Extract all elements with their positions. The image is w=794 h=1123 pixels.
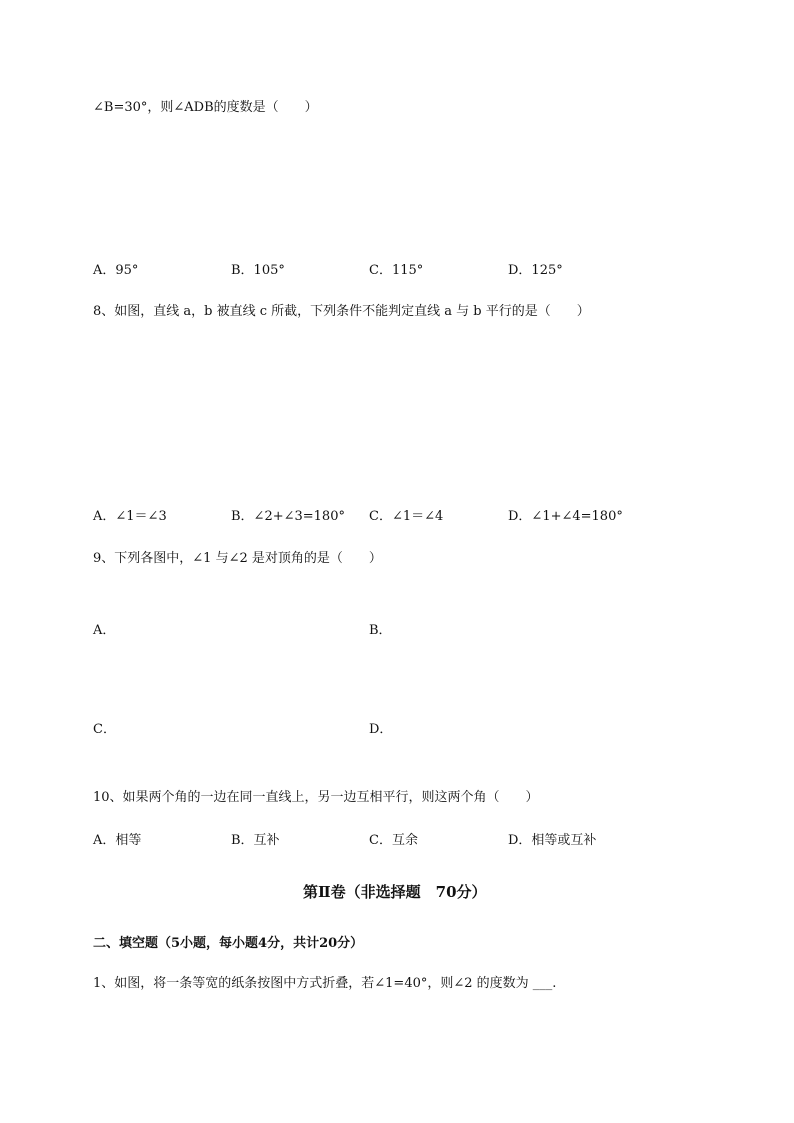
q7-circle-2 — [208, 190, 224, 206]
q9a-label-2: 2 — [188, 630, 195, 643]
q8-angle-2-arc — [172, 398, 190, 405]
q8-line-a — [96, 393, 240, 397]
q8-option-b[interactable]: B．∠2+∠3=180° — [231, 509, 345, 524]
q9b-label-2: 2 — [480, 621, 487, 634]
q7-label-e: E — [174, 155, 183, 169]
q10-option-b[interactable]: B．互补 — [231, 833, 280, 848]
q9-option-d[interactable]: D． — [369, 722, 393, 737]
q9a-label-1: 1 — [142, 630, 149, 643]
q8-option-a[interactable]: A．∠1＝∠3 — [93, 509, 167, 524]
q8-label-1: 1 — [195, 374, 205, 390]
section-fill-in-heading: 二、填空题（5小题，每小题4分，共计20分） — [93, 936, 364, 951]
q7-label-f: F — [96, 163, 105, 177]
q8-label-c: c — [185, 344, 194, 360]
q7-line-db — [222, 170, 302, 222]
q8-label-a: a — [250, 386, 260, 402]
q9a-arc-1 — [157, 632, 163, 634]
q9b-label-1: 1 — [426, 636, 433, 649]
q8-label-4: 4 — [112, 456, 122, 472]
q7-option-b[interactable]: B．105° — [231, 263, 285, 278]
q8-option-d[interactable]: D．∠1+∠4=180° — [508, 509, 623, 524]
q7-circle-1 — [153, 180, 169, 196]
fill-q1-stem: 1、如图，将一条等宽的纸条按图中方式折叠，若∠1=40°，则∠2 的度数为 ___. — [93, 976, 557, 991]
q9-option-c[interactable]: C． — [93, 722, 116, 737]
part2-title: 第Ⅱ卷（非选择题 70分） — [303, 883, 487, 901]
q10-stem: 10、如果两个角的一边在同一直线上，另一边互相平行，则这两个角（ ） — [93, 790, 539, 805]
q9-option-b[interactable]: B． — [369, 623, 392, 638]
q7-option-d[interactable]: D．125° — [508, 263, 563, 278]
q7-option-a[interactable]: A．95° — [93, 263, 139, 278]
q10-option-d[interactable]: D．相等或互补 — [508, 833, 597, 848]
q9d-label-2: 2 — [467, 728, 474, 741]
q9c-arc-2 — [181, 740, 183, 746]
q7-option-c[interactable]: C．115° — [369, 263, 424, 278]
q7-line-fa — [109, 170, 158, 222]
q10-option-c[interactable]: C．互余 — [369, 833, 418, 848]
q7-line-cd — [198, 157, 222, 170]
q8-angle-4-arc — [126, 452, 136, 466]
q8-stem: 8、如图，直线 a，b 被直线 c 所截，下列条件不能判定直线 a 与 b 平行的是（ ） — [93, 304, 590, 319]
q8-line-b — [94, 448, 240, 452]
q7-label-b: B — [304, 220, 313, 234]
q9-option-a[interactable]: A． — [93, 623, 116, 638]
q9b-arc-2 — [462, 627, 471, 633]
q9d-left-ray — [408, 707, 452, 743]
q8-angle-1-arc — [185, 383, 192, 395]
q9a-right-ray — [166, 612, 207, 641]
q9d-arc-1 — [446, 736, 457, 739]
q8-angle-3-arc — [143, 446, 154, 451]
q8-label-2: 2 — [182, 406, 192, 422]
q7-label-c: C — [195, 140, 205, 154]
q7-line-ad — [158, 170, 222, 222]
q9c-label-1: 1 — [164, 727, 171, 740]
q7-label-d: D — [221, 157, 231, 171]
q8-label-b: b — [250, 440, 260, 456]
q9d-label-1: 1 — [447, 721, 454, 734]
q10-option-a[interactable]: A．相等 — [93, 833, 142, 848]
q7-label-a: A — [150, 226, 159, 240]
q8-option-c[interactable]: C．∠1＝∠4 — [369, 509, 444, 524]
q7-stem: ∠B=30°，则∠ADB的度数是（ ） — [93, 100, 318, 115]
q9c-label-2: 2 — [193, 735, 200, 748]
q8-label-3: 3 — [160, 428, 170, 444]
q9-stem: 9、下列各图中，∠1 与∠2 是对顶角的是（ ） — [93, 551, 382, 566]
